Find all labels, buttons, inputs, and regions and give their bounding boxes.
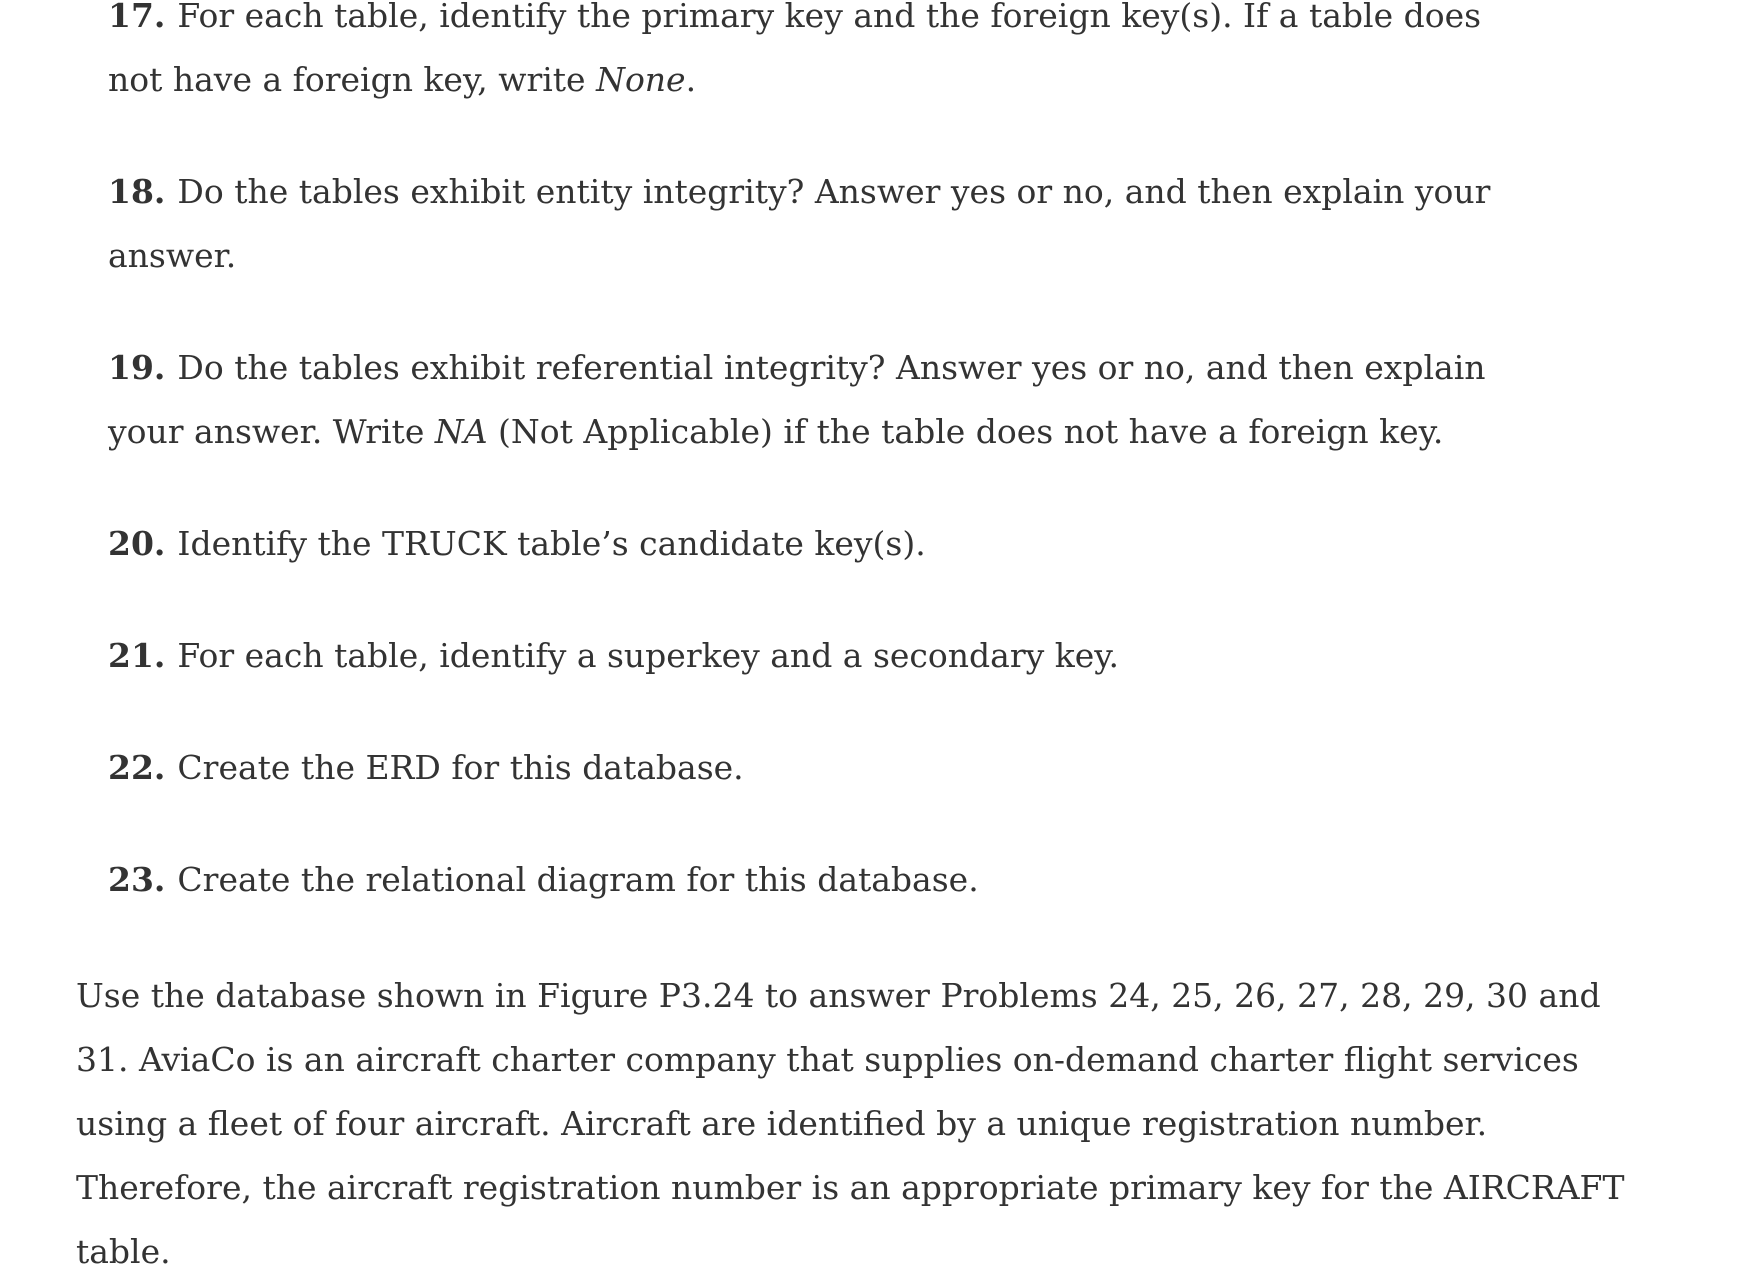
problem-18 bbox=[108, 160, 1528, 288]
problem-20 bbox=[108, 512, 1528, 576]
problem-text-end: (Not Applicable) if the table does not have a foreign key. bbox=[487, 412, 1444, 451]
problem-text: For each table, identify the primary key and the foreign key(s). If a table does not have a foreign key, write bbox=[108, 0, 1482, 99]
intro-paragraph: Use the database shown in Figure P3.24 to answer Problems 24, 25, 26, 27, 28, 29, 30 and 31. AviaCo is an aircraft charter company that supplies on-demand charter flight services using a fleet of four aircraft. Aircraft are identified by a unique registration number. Therefore, the aircraft registration number is an appropriate primary key for the AIRCRAFT table. bbox=[76, 976, 1625, 1271]
problem-19 bbox=[108, 336, 1528, 464]
problem-text: Do the tables exhibit referential integrity? Answer yes or no, and then explain your answer. Write bbox=[108, 348, 1486, 451]
problem-text: Create the ERD for this database. bbox=[177, 748, 744, 787]
problem-number: 20. bbox=[108, 524, 166, 563]
problem-number: 22. bbox=[108, 748, 166, 787]
problem-22 bbox=[108, 736, 1528, 800]
problem-23 bbox=[108, 848, 1528, 912]
problem-number: 19. bbox=[108, 348, 166, 387]
problem-number: 21. bbox=[108, 636, 166, 675]
problem-text: Create the relational diagram for this database. bbox=[177, 860, 979, 899]
problem-text: Identify the TRUCK table’s candidate key(s). bbox=[177, 524, 926, 563]
problem-17 bbox=[108, 0, 1528, 112]
problem-number: 23. bbox=[108, 860, 166, 899]
problem-number: 17. bbox=[108, 0, 166, 35]
problem-text: Do the tables exhibit entity integrity? Answer yes or no, and then explain your answer. bbox=[108, 172, 1491, 275]
problem-emphasis: None bbox=[596, 60, 686, 99]
problem-text-end: . bbox=[685, 60, 697, 99]
problem-emphasis: NA bbox=[434, 412, 488, 451]
problem-text: For each table, identify a superkey and a secondary key. bbox=[177, 636, 1120, 675]
problem-21 bbox=[108, 624, 1528, 688]
problem-number: 18. bbox=[108, 172, 166, 211]
